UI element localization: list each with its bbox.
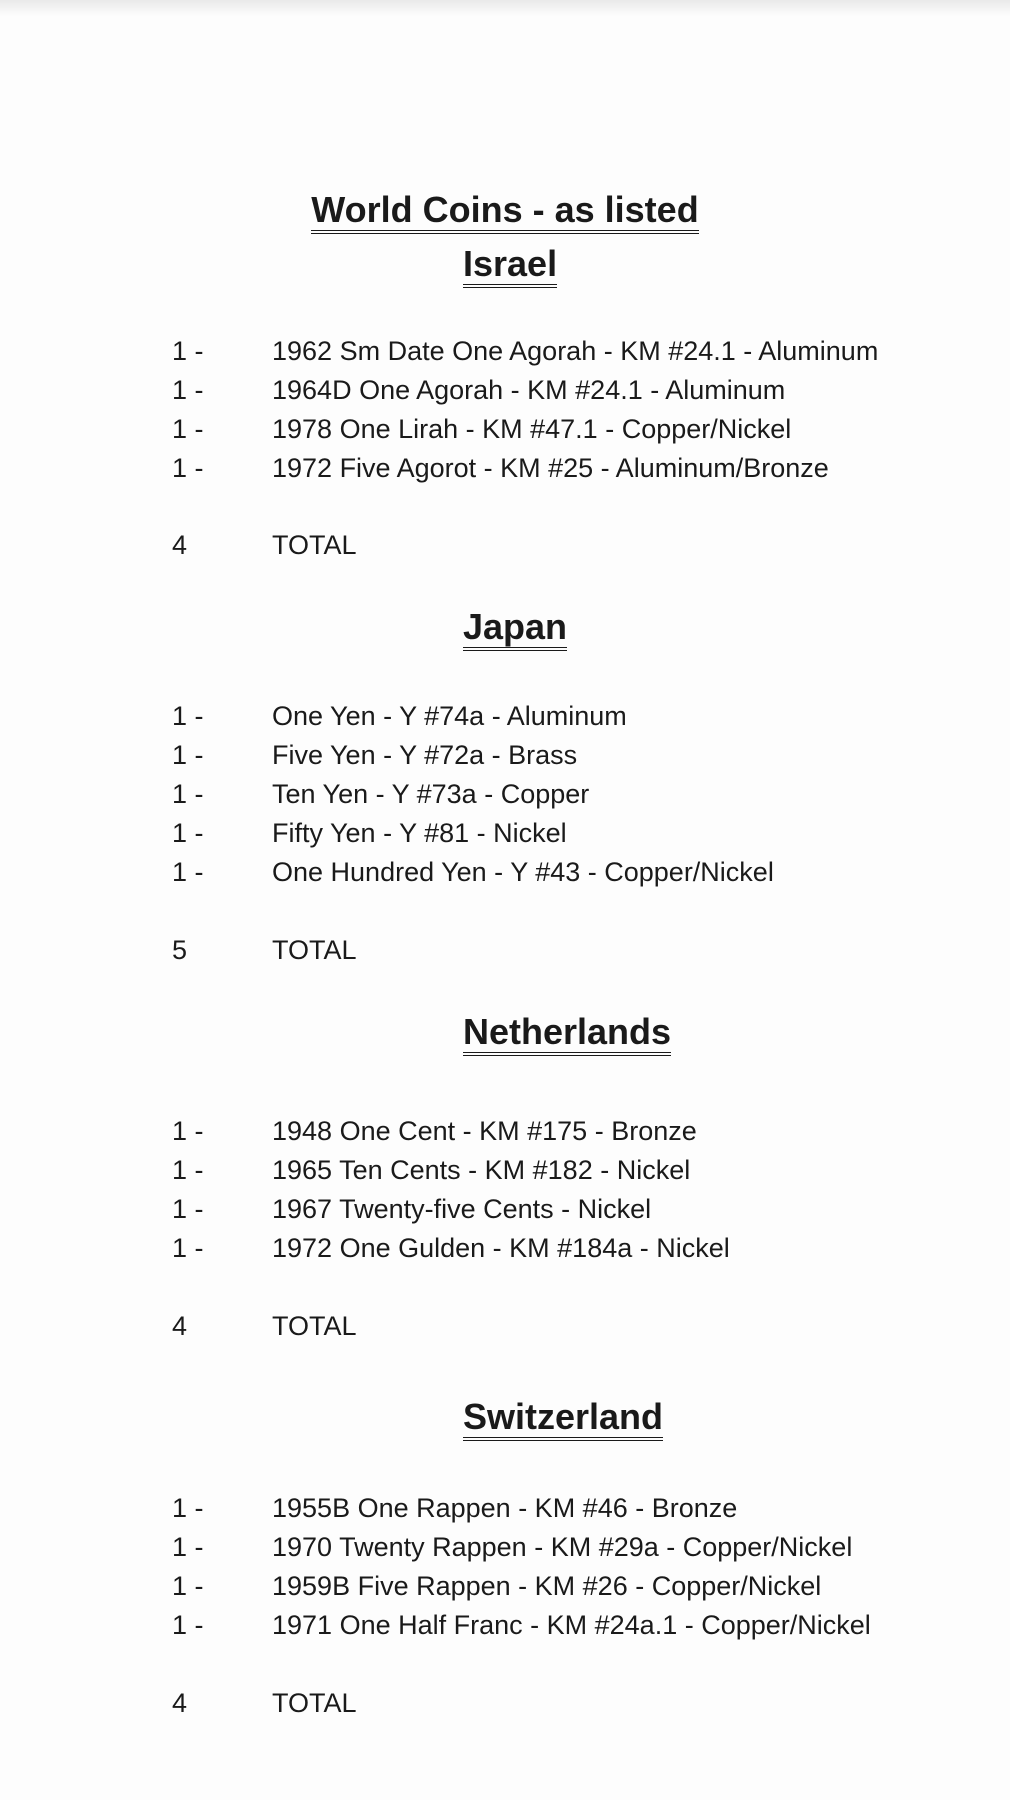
section-heading-israel — [0, 242, 1010, 286]
total-row — [0, 1686, 1010, 1720]
total-count: 5 — [172, 935, 188, 965]
item-quantity: 1 - — [172, 1610, 204, 1640]
item-quantity: 1 - — [172, 375, 204, 405]
scan-edge-shadow — [0, 0, 1010, 16]
list-item — [0, 1569, 1010, 1603]
item-description: 1967 Twenty-five Cents - Nickel — [272, 1194, 652, 1224]
list-item — [0, 1153, 1010, 1187]
item-quantity: 1 - — [172, 857, 204, 887]
item-description: Ten Yen - Y #73a - Copper — [272, 779, 590, 809]
list-item — [0, 1491, 1010, 1525]
total-row — [0, 1309, 1010, 1343]
item-quantity: 1 - — [172, 414, 204, 444]
total-label: TOTAL — [272, 1311, 357, 1341]
item-quantity: 1 - — [172, 779, 204, 809]
item-quantity: 1 - — [172, 701, 204, 731]
item-quantity: 1 - — [172, 818, 204, 848]
list-item — [0, 699, 1010, 733]
item-description: 1959B Five Rappen - KM #26 - Copper/Nickel — [272, 1571, 822, 1601]
total-count: 4 — [172, 1311, 188, 1341]
list-item — [0, 855, 1010, 889]
item-description: 1955B One Rappen - KM #46 - Bronze — [272, 1493, 738, 1523]
list-item — [0, 412, 1010, 446]
list-item — [0, 1114, 1010, 1148]
item-description: 1978 One Lirah - KM #47.1 - Copper/Nickel — [272, 414, 792, 444]
item-quantity: 1 - — [172, 1571, 204, 1601]
item-description: 1972 Five Agorot - KM #25 - Aluminum/Bronze — [272, 453, 829, 483]
list-item — [0, 451, 1010, 485]
item-description: 1970 Twenty Rappen - KM #29a - Copper/Nickel — [272, 1532, 853, 1562]
total-label: TOTAL — [272, 530, 357, 560]
list-item — [0, 738, 1010, 772]
item-description: 1972 One Gulden - KM #184a - Nickel — [272, 1233, 730, 1263]
total-count: 4 — [172, 530, 188, 560]
item-quantity: 1 - — [172, 1532, 204, 1562]
section-heading-text: Netherlands — [463, 1011, 671, 1056]
section-heading-switzerland — [0, 1395, 1010, 1439]
total-row — [0, 933, 1010, 967]
list-item — [0, 816, 1010, 850]
item-description: 1965 Ten Cents - KM #182 - Nickel — [272, 1155, 691, 1185]
item-quantity: 1 - — [172, 1194, 204, 1224]
item-description: Fifty Yen - Y #81 - Nickel — [272, 818, 567, 848]
item-quantity: 1 - — [172, 453, 204, 483]
total-label: TOTAL — [272, 1688, 357, 1718]
item-description: One Yen - Y #74a - Aluminum — [272, 701, 627, 731]
item-quantity: 1 - — [172, 740, 204, 770]
item-description: 1948 One Cent - KM #175 - Bronze — [272, 1116, 697, 1146]
section-heading-text: Japan — [463, 606, 567, 651]
item-description: Five Yen - Y #72a - Brass — [272, 740, 578, 770]
item-quantity: 1 - — [172, 1233, 204, 1263]
item-quantity: 1 - — [172, 1493, 204, 1523]
list-item — [0, 373, 1010, 407]
list-item — [0, 1530, 1010, 1564]
section-heading-japan — [0, 605, 1010, 649]
total-row — [0, 528, 1010, 562]
item-quantity: 1 - — [172, 336, 204, 366]
item-description: 1962 Sm Date One Agorah - KM #24.1 - Aluminum — [272, 336, 879, 366]
document-title — [0, 188, 1010, 232]
list-item — [0, 1231, 1010, 1265]
section-heading-text: Israel — [463, 243, 557, 288]
item-description: 1971 One Half Franc - KM #24a.1 - Copper/Nickel — [272, 1610, 871, 1640]
total-count: 4 — [172, 1688, 188, 1718]
list-item — [0, 334, 1010, 368]
item-description: One Hundred Yen - Y #43 - Copper/Nickel — [272, 857, 774, 887]
item-quantity: 1 - — [172, 1116, 204, 1146]
section-heading-text: Switzerland — [463, 1396, 663, 1441]
item-quantity: 1 - — [172, 1155, 204, 1185]
item-description: 1964D One Agorah - KM #24.1 - Aluminum — [272, 375, 786, 405]
section-heading-netherlands — [0, 1010, 1010, 1054]
list-item — [0, 1192, 1010, 1226]
list-item — [0, 1608, 1010, 1642]
total-label: TOTAL — [272, 935, 357, 965]
list-item — [0, 777, 1010, 811]
document-title-text: World Coins - as listed — [311, 189, 698, 234]
